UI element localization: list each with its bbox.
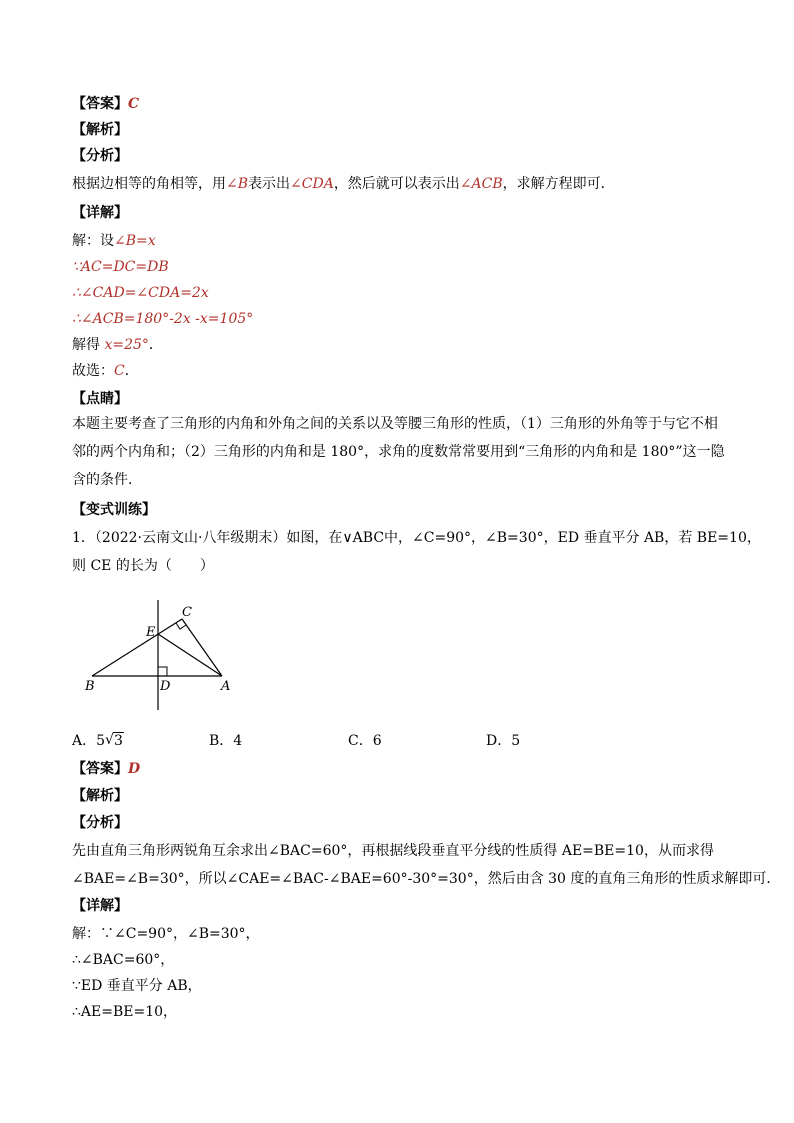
fenxi-heading-1: 【分析】 <box>72 148 128 164</box>
jiexi-heading-1: 【解析】 <box>72 122 128 138</box>
fenxi-line-2a: 先由直角三角形两锐角互余求出∠BAC=60°，再根据线段垂直平分线的性质得 AE=BE=10，从而求得 <box>72 843 714 859</box>
right-angle-mark-c <box>176 623 186 629</box>
label-a: A <box>221 679 231 694</box>
label-b: B <box>85 679 95 694</box>
option-c: C．6 <box>348 733 382 749</box>
label-c: C <box>182 605 192 620</box>
solution-step-1: 解：设∠B=x <box>72 233 156 249</box>
solution-step-5: 解得 x=25°． <box>72 337 163 353</box>
question-line-2: 则 CE 的长为（ ） <box>72 558 214 574</box>
jiexi-heading-2: 【解析】 <box>72 788 128 804</box>
sqrt-icon: √ 3 <box>105 732 123 749</box>
solution-step-2: ∵AC=DC=DB <box>72 259 169 275</box>
right-angle-mark-d <box>158 667 167 676</box>
label-d: D <box>160 679 171 694</box>
dianjing-heading-1: 【点睛】 <box>72 391 128 407</box>
solution2-step-2: ∴∠BAC=60°， <box>72 952 175 968</box>
segment-bc <box>92 619 182 676</box>
fenxi-text-1: 根据边相等的角相等，用∠B表示出∠CDA，然后就可以表示出∠ACB，求解方程即可． <box>72 176 615 192</box>
solution-step-4: ∴∠ACB=180°-2x -x=105° <box>72 311 254 327</box>
segment-ca <box>182 619 222 676</box>
label-e: E <box>146 625 156 640</box>
fenxi-heading-2: 【分析】 <box>72 815 128 831</box>
triangle-figure <box>80 596 250 714</box>
answer-label: 【答案】 <box>72 96 128 112</box>
variant-heading: 【变式训练】 <box>72 502 156 518</box>
xiangjie-heading-1: 【详解】 <box>72 205 128 221</box>
dianjing-text: 本题主要考查了三角形的内角和外角之间的关系以及等腰三角形的性质，（1）三角形的外角等于与它不相邻的两个内角和；（2）三角形的内角和是 180°，求角的度数常常要用到“三角形的内角和是 180°”这一隐含的条件． <box>72 416 725 488</box>
fenxi-line-2b: ∠BAE=∠B=30°，所以∠CAE=∠BAC-∠BAE=60°-30°=30°，然后由含 30 度的直角三角形的性质求解即可． <box>72 871 781 887</box>
option-a: A．5 √ 3 <box>72 732 123 749</box>
xiangjie-heading-2: 【详解】 <box>72 898 128 914</box>
option-d: D．5 <box>486 733 521 749</box>
answer-heading-1 <box>72 94 139 114</box>
question-line-1: 1．（2022·云南文山·八年级期末）如图，在∨ABC中，∠C=90°，∠B=30°，ED 垂直平分 AB，若 BE=10， <box>72 530 761 546</box>
solution2-step-4: ∴AE=BE=10， <box>72 1004 178 1020</box>
solution2-step-1: 解：∵∠C=90°，∠B=30°， <box>72 926 260 942</box>
segment-ea <box>158 634 222 676</box>
solution-step-6: 故选：C． <box>72 363 139 379</box>
solution-step-3: ∴∠CAD=∠CDA=2x <box>72 285 209 301</box>
solution2-step-3: ∵ED 垂直平分 AB， <box>72 978 202 994</box>
answer-value: C <box>128 96 140 112</box>
answer-heading-2: 【答案】D <box>72 761 141 777</box>
option-b: B．4 <box>209 733 243 749</box>
